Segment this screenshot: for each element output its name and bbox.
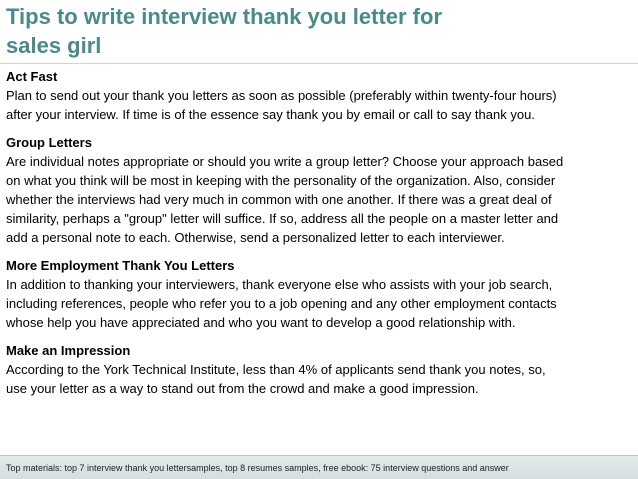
section-heading: More Employment Thank You Letters — [6, 258, 235, 273]
spacer — [6, 247, 632, 256]
section-line: on what you think will be most in keeping with the personality of the organization. Also, consider — [6, 173, 556, 188]
section-heading: Group Letters — [6, 135, 92, 150]
section-line: including references, people who refer you to a job opening and any other employment contacts — [6, 296, 557, 311]
footer-text[interactable]: Top materials: top 7 interview thank you lettersamples, top 8 resumes samples, free ebook: 75 interview questions and answer — [6, 463, 509, 473]
title-divider — [0, 63, 638, 64]
section-line: whether the interviews had very much in common with one another. If there was a great deal of — [6, 192, 552, 207]
section-line: whose help you have appreciated and who you want to develop a good relationship with. — [6, 315, 516, 330]
section-act-fast — [6, 67, 632, 124]
section-line: According to the York Technical Institute, less than 4% of applicants send thank you notes, so, — [6, 362, 546, 377]
section-line: after your interview. If time is of the essence say thank you by email or call to say thank you. — [6, 107, 535, 122]
title-line-2: sales girl — [6, 33, 102, 58]
slide-title — [6, 2, 626, 60]
section-more-employment — [6, 256, 632, 332]
section-heading: Make an Impression — [6, 343, 131, 358]
section-line: Are individual notes appropriate or should you write a group letter? Choose your approach based — [6, 154, 564, 169]
spacer — [6, 124, 632, 133]
section-line: similarity, perhaps a "group" letter will suffice. If so, address all the people on a master letter and — [6, 211, 559, 226]
section-line: add a personal note to each. Otherwise, send a personalized letter to each interviewer. — [6, 230, 505, 245]
footer-bar — [0, 455, 638, 479]
section-group-letters — [6, 133, 632, 247]
section-heading: Act Fast — [6, 69, 58, 84]
section-line: Plan to send out your thank you letters as soon as possible (preferably within twenty-four hours) — [6, 88, 557, 103]
spacer — [6, 332, 632, 341]
slide-content — [6, 67, 632, 398]
section-line: use your letter as a way to stand out from the crowd and make a good impression. — [6, 381, 479, 396]
title-line-1: Tips to write interview thank you letter for — [6, 4, 443, 29]
section-make-impression — [6, 341, 632, 398]
section-line: In addition to thanking your interviewers, thank everyone else who assists with your job search, — [6, 277, 553, 292]
